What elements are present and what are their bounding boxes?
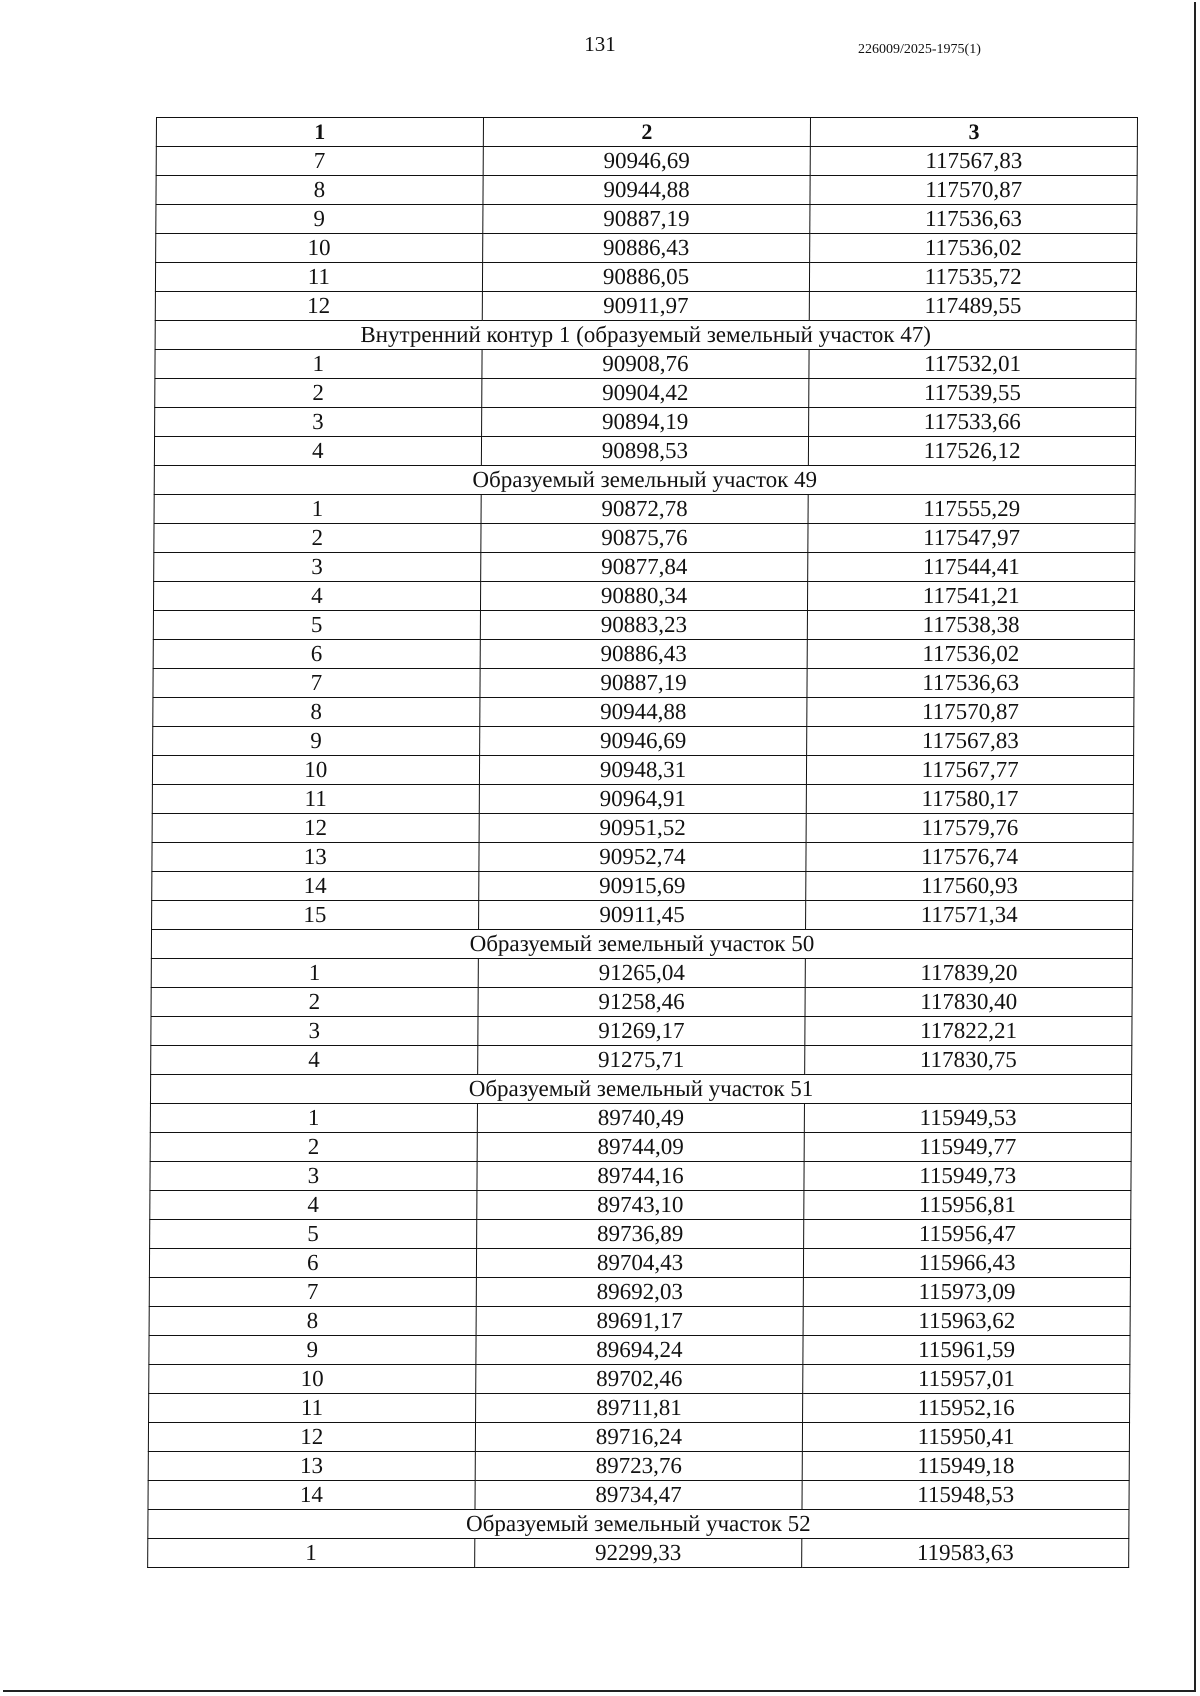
x-coordinate-cell: 90964,91 (479, 785, 807, 814)
y-coordinate-cell: 117538,38 (808, 611, 1135, 640)
table-row (148, 1423, 1129, 1452)
x-coordinate-cell: 89702,46 (475, 1365, 803, 1394)
y-coordinate-cell: 117547,97 (808, 524, 1135, 553)
y-coordinate-cell: 115957,01 (803, 1365, 1130, 1394)
point-number-cell: 11 (152, 785, 479, 814)
point-number-cell: 1 (154, 495, 481, 524)
y-coordinate-cell: 117567,83 (807, 727, 1134, 756)
y-coordinate-cell: 117830,75 (805, 1046, 1132, 1075)
point-number-cell: 4 (151, 1046, 478, 1075)
table-row (156, 234, 1137, 263)
point-number-cell: 9 (149, 1336, 476, 1365)
x-coordinate-cell: 90872,78 (481, 495, 809, 524)
table-row (156, 147, 1137, 176)
point-number-cell: 3 (155, 408, 482, 437)
table-row (149, 1307, 1130, 1336)
y-coordinate-cell: 117533,66 (809, 408, 1136, 437)
table-row (150, 1191, 1131, 1220)
y-coordinate-cell: 115949,73 (804, 1162, 1131, 1191)
section-title: Образуемый земельный участок 51 (150, 1075, 1131, 1104)
x-coordinate-cell: 90898,53 (481, 437, 809, 466)
table-row (151, 1046, 1132, 1075)
table-row (150, 1220, 1131, 1249)
x-coordinate-cell: 90908,76 (482, 350, 810, 379)
point-number-cell: 3 (154, 553, 481, 582)
point-number-cell: 12 (148, 1423, 475, 1452)
point-number-cell: 7 (153, 669, 480, 698)
y-coordinate-cell: 117570,87 (807, 698, 1134, 727)
table-row (149, 1365, 1130, 1394)
x-coordinate-cell: 89704,43 (476, 1249, 804, 1278)
document-reference: 226009/2025-1975(1) (858, 42, 981, 57)
y-coordinate-cell: 117489,55 (810, 292, 1137, 321)
section-title: Внутренний контур 1 (образуемый земельный участок 47) (155, 321, 1136, 350)
table-row (151, 988, 1132, 1017)
x-coordinate-cell: 89711,81 (475, 1394, 803, 1423)
page-number: 131 (584, 32, 616, 56)
point-number-cell: 8 (156, 176, 483, 205)
x-coordinate-cell: 92299,33 (474, 1539, 802, 1568)
y-coordinate-cell: 115950,41 (803, 1423, 1130, 1452)
y-coordinate-cell: 117535,72 (810, 263, 1137, 292)
point-number-cell: 2 (154, 524, 481, 553)
table-row (149, 1336, 1130, 1365)
table-row (155, 263, 1136, 292)
x-coordinate-cell: 90877,84 (480, 553, 808, 582)
y-coordinate-cell: 115949,18 (802, 1452, 1129, 1481)
x-coordinate-cell: 90944,88 (479, 698, 807, 727)
x-coordinate-cell: 89736,89 (476, 1220, 804, 1249)
x-coordinate-cell: 90952,74 (479, 843, 807, 872)
x-coordinate-cell: 90886,43 (482, 234, 810, 263)
x-coordinate-cell: 90875,76 (481, 524, 809, 553)
y-coordinate-cell: 115973,09 (804, 1278, 1131, 1307)
y-coordinate-cell: 117536,02 (810, 234, 1137, 263)
point-number-cell: 13 (152, 843, 479, 872)
y-coordinate-cell: 115949,77 (804, 1133, 1131, 1162)
table-row (156, 205, 1137, 234)
x-coordinate-cell: 90883,23 (480, 611, 808, 640)
y-coordinate-cell: 117567,83 (810, 147, 1137, 176)
point-number-cell: 3 (151, 1017, 478, 1046)
x-coordinate-cell: 89691,17 (476, 1307, 804, 1336)
table-row (150, 1133, 1131, 1162)
point-number-cell: 7 (156, 147, 483, 176)
x-coordinate-cell: 90946,69 (479, 727, 807, 756)
point-number-cell: 14 (152, 872, 479, 901)
table-row (150, 1104, 1131, 1133)
section-title: Образуемый земельный участок 49 (154, 466, 1135, 495)
table-row (149, 1394, 1130, 1423)
point-number-cell: 2 (151, 988, 478, 1017)
x-coordinate-cell: 89723,76 (475, 1452, 803, 1481)
table-row (153, 640, 1134, 669)
x-coordinate-cell: 90886,05 (482, 263, 810, 292)
table-row (153, 669, 1134, 698)
y-coordinate-cell: 117839,20 (805, 959, 1132, 988)
y-coordinate-cell: 117579,76 (806, 814, 1133, 843)
table-row (148, 1452, 1129, 1481)
column-header: 2 (483, 118, 811, 147)
column-header: 3 (811, 118, 1138, 147)
x-coordinate-cell: 90944,88 (483, 176, 811, 205)
point-number-cell: 11 (149, 1394, 476, 1423)
point-number-cell: 7 (149, 1278, 476, 1307)
y-coordinate-cell: 115963,62 (803, 1307, 1130, 1336)
x-coordinate-cell: 89740,49 (477, 1104, 805, 1133)
section-row (151, 930, 1132, 959)
table-row (153, 698, 1134, 727)
point-number-cell: 10 (152, 756, 479, 785)
point-number-cell: 5 (153, 611, 480, 640)
y-coordinate-cell: 117570,87 (810, 176, 1137, 205)
table-row (156, 176, 1137, 205)
point-number-cell: 13 (148, 1452, 475, 1481)
point-number-cell: 11 (155, 263, 482, 292)
table-row (153, 582, 1134, 611)
point-number-cell: 2 (150, 1133, 477, 1162)
point-number-cell: 1 (150, 1104, 477, 1133)
y-coordinate-cell: 115952,16 (803, 1394, 1130, 1423)
x-coordinate-cell: 90911,45 (478, 901, 806, 930)
table-row (152, 814, 1133, 843)
x-coordinate-cell: 89744,09 (477, 1133, 805, 1162)
x-coordinate-cell: 89716,24 (475, 1423, 803, 1452)
x-coordinate-cell: 90887,19 (482, 205, 810, 234)
table-row (152, 785, 1133, 814)
table-row (152, 756, 1133, 785)
y-coordinate-cell: 117536,63 (810, 205, 1137, 234)
header-row (156, 118, 1137, 147)
point-number-cell: 1 (155, 350, 482, 379)
table-row (149, 1278, 1130, 1307)
table-row (152, 872, 1133, 901)
y-coordinate-cell: 117571,34 (806, 901, 1133, 930)
y-coordinate-cell: 115956,81 (804, 1191, 1131, 1220)
x-coordinate-cell: 90946,69 (483, 147, 811, 176)
point-number-cell: 8 (153, 698, 480, 727)
point-number-cell: 1 (151, 959, 478, 988)
y-coordinate-cell: 115961,59 (803, 1336, 1130, 1365)
point-number-cell: 8 (149, 1307, 476, 1336)
y-coordinate-cell: 119583,63 (802, 1539, 1129, 1568)
table-row (151, 1017, 1132, 1046)
coordinates-table (147, 117, 1138, 1568)
point-number-cell: 12 (155, 292, 482, 321)
table-row (155, 292, 1136, 321)
y-coordinate-cell: 117539,55 (809, 379, 1136, 408)
x-coordinate-cell: 89734,47 (475, 1481, 803, 1510)
y-coordinate-cell: 117822,21 (805, 1017, 1132, 1046)
point-number-cell: 5 (150, 1220, 477, 1249)
y-coordinate-cell: 117560,93 (806, 872, 1133, 901)
point-number-cell: 6 (153, 640, 480, 669)
x-coordinate-cell: 90894,19 (481, 408, 809, 437)
x-coordinate-cell: 91275,71 (477, 1046, 805, 1075)
table-row (152, 843, 1133, 872)
y-coordinate-cell: 117544,41 (808, 553, 1135, 582)
table-row (155, 350, 1136, 379)
x-coordinate-cell: 90911,97 (482, 292, 810, 321)
x-coordinate-cell: 89743,10 (476, 1191, 804, 1220)
x-coordinate-cell: 90948,31 (479, 756, 807, 785)
section-row (155, 321, 1136, 350)
point-number-cell: 12 (152, 814, 479, 843)
point-number-cell: 9 (153, 727, 480, 756)
y-coordinate-cell: 117830,40 (805, 988, 1132, 1017)
table-row (149, 1249, 1130, 1278)
table-row (154, 437, 1135, 466)
point-number-cell: 3 (150, 1162, 477, 1191)
table-row (154, 553, 1135, 582)
x-coordinate-cell: 91269,17 (477, 1017, 805, 1046)
y-coordinate-cell: 117536,02 (807, 640, 1134, 669)
section-row (148, 1510, 1129, 1539)
x-coordinate-cell: 89744,16 (477, 1162, 805, 1191)
x-coordinate-cell: 90951,52 (479, 814, 807, 843)
table-row (154, 495, 1135, 524)
y-coordinate-cell: 117567,77 (807, 756, 1134, 785)
y-coordinate-cell: 117532,01 (809, 350, 1136, 379)
point-number-cell: 2 (155, 379, 482, 408)
table-row (151, 959, 1132, 988)
point-number-cell: 10 (149, 1365, 476, 1394)
point-number-cell: 15 (152, 901, 479, 930)
y-coordinate-cell: 117576,74 (806, 843, 1133, 872)
x-coordinate-cell: 90915,69 (478, 872, 806, 901)
table-row (155, 408, 1136, 437)
point-number-cell: 9 (156, 205, 483, 234)
x-coordinate-cell: 90904,42 (481, 379, 809, 408)
table-row (152, 901, 1133, 930)
table-row (153, 611, 1134, 640)
table-row (154, 524, 1135, 553)
section-row (150, 1075, 1131, 1104)
x-coordinate-cell: 90880,34 (480, 582, 808, 611)
x-coordinate-cell: 90887,19 (480, 669, 808, 698)
x-coordinate-cell: 90886,43 (480, 640, 808, 669)
point-number-cell: 4 (154, 437, 481, 466)
x-coordinate-cell: 91258,46 (478, 988, 806, 1017)
point-number-cell: 4 (153, 582, 480, 611)
section-row (154, 466, 1135, 495)
x-coordinate-cell: 89694,24 (476, 1336, 804, 1365)
point-number-cell: 14 (148, 1481, 475, 1510)
section-title: Образуемый земельный участок 52 (148, 1510, 1129, 1539)
y-coordinate-cell: 117536,63 (807, 669, 1134, 698)
x-coordinate-cell: 91265,04 (478, 959, 806, 988)
point-number-cell: 6 (149, 1249, 476, 1278)
table-row (153, 727, 1134, 756)
table-row (155, 379, 1136, 408)
point-number-cell: 1 (148, 1539, 475, 1568)
column-header: 1 (156, 118, 483, 147)
table-body (148, 147, 1138, 1568)
y-coordinate-cell: 117580,17 (807, 785, 1134, 814)
point-number-cell: 4 (150, 1191, 477, 1220)
y-coordinate-cell: 115948,53 (802, 1481, 1129, 1510)
x-coordinate-cell: 89692,03 (476, 1278, 804, 1307)
point-number-cell: 10 (156, 234, 483, 263)
y-coordinate-cell: 115966,43 (804, 1249, 1131, 1278)
y-coordinate-cell: 117526,12 (809, 437, 1136, 466)
table-row (148, 1539, 1129, 1568)
y-coordinate-cell: 117555,29 (808, 495, 1135, 524)
y-coordinate-cell: 115956,47 (804, 1220, 1131, 1249)
section-title: Образуемый земельный участок 50 (151, 930, 1132, 959)
table-row (148, 1481, 1129, 1510)
y-coordinate-cell: 115949,53 (805, 1104, 1132, 1133)
table-row (150, 1162, 1131, 1191)
y-coordinate-cell: 117541,21 (808, 582, 1135, 611)
